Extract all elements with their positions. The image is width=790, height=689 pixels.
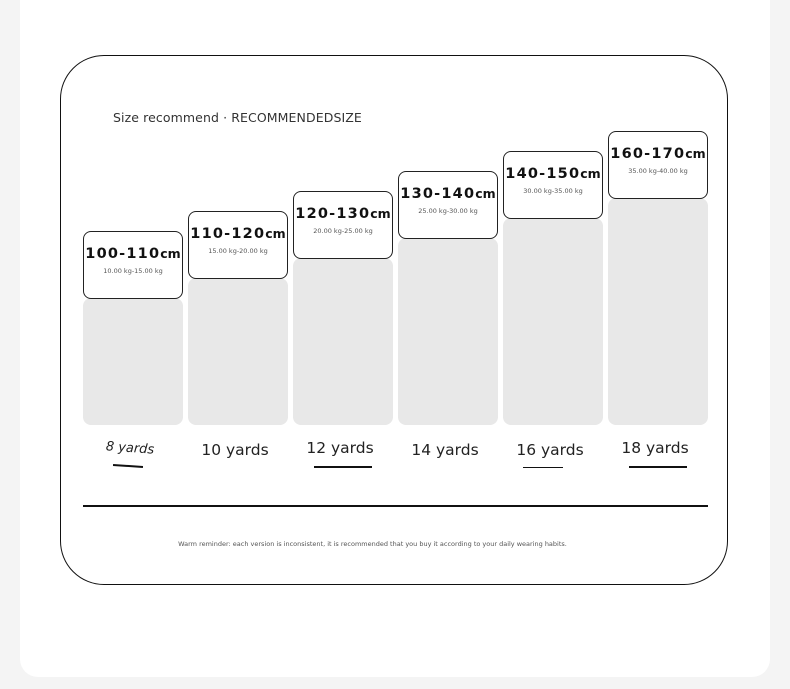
- size-label-2: [188, 211, 288, 279]
- size-bar-4: [398, 238, 498, 425]
- size-bar-1: [83, 298, 183, 425]
- size-weight-3: 20.00 kg-25.00 kg: [313, 227, 373, 235]
- size-label-6: [608, 131, 708, 199]
- size-bar-2: [188, 278, 288, 425]
- size-range-1: 100-110: [85, 246, 161, 262]
- size-bar-6: [608, 198, 708, 425]
- size-unit-1: cm: [160, 246, 181, 261]
- warm-reminder-text: Warm reminder: each version is inconsistent, it is recommended that you buy it according to your daily wearing habits.: [178, 540, 567, 548]
- yards-underline-6: [629, 466, 687, 468]
- size-bar-5: [503, 218, 603, 425]
- size-weight-1: 10.00 kg-15.00 kg: [103, 267, 163, 275]
- yards-underline-3: [314, 466, 372, 468]
- size-unit-2: cm: [265, 226, 286, 241]
- size-unit-6: cm: [685, 146, 706, 161]
- divider-line: [83, 505, 708, 507]
- size-yards-4: 14 yards: [411, 441, 479, 459]
- size-yards-6: 18 yards: [621, 439, 689, 457]
- size-yards-1: 8 yards: [105, 439, 155, 458]
- size-unit-4: cm: [475, 186, 496, 201]
- yards-underline-5: [523, 467, 563, 468]
- size-range-5: 140-150: [505, 166, 581, 182]
- size-range-2: 110-120: [190, 226, 266, 242]
- size-label-1: [83, 231, 183, 299]
- size-weight-6: 35.00 kg-40.00 kg: [628, 167, 688, 175]
- size-label-4: [398, 171, 498, 239]
- size-yards-3: 12 yards: [306, 439, 374, 457]
- size-label-3: [293, 191, 393, 259]
- size-range-4: 130-140: [400, 186, 476, 202]
- size-yards-5: 16 yards: [516, 441, 584, 459]
- size-unit-3: cm: [370, 206, 391, 221]
- size-range-3: 120-130: [295, 206, 371, 222]
- size-weight-2: 15.00 kg-20.00 kg: [208, 247, 268, 255]
- size-yards-2: 10 yards: [201, 441, 269, 459]
- size-weight-4: 25.00 kg-30.00 kg: [418, 207, 478, 215]
- size-bar-3: [293, 258, 393, 425]
- size-chart-title: Size recommend · RECOMMENDEDSIZE: [113, 110, 362, 125]
- size-label-5: [503, 151, 603, 219]
- size-weight-5: 30.00 kg-35.00 kg: [523, 187, 583, 195]
- size-unit-5: cm: [580, 166, 601, 181]
- size-range-6: 160-170: [610, 146, 686, 162]
